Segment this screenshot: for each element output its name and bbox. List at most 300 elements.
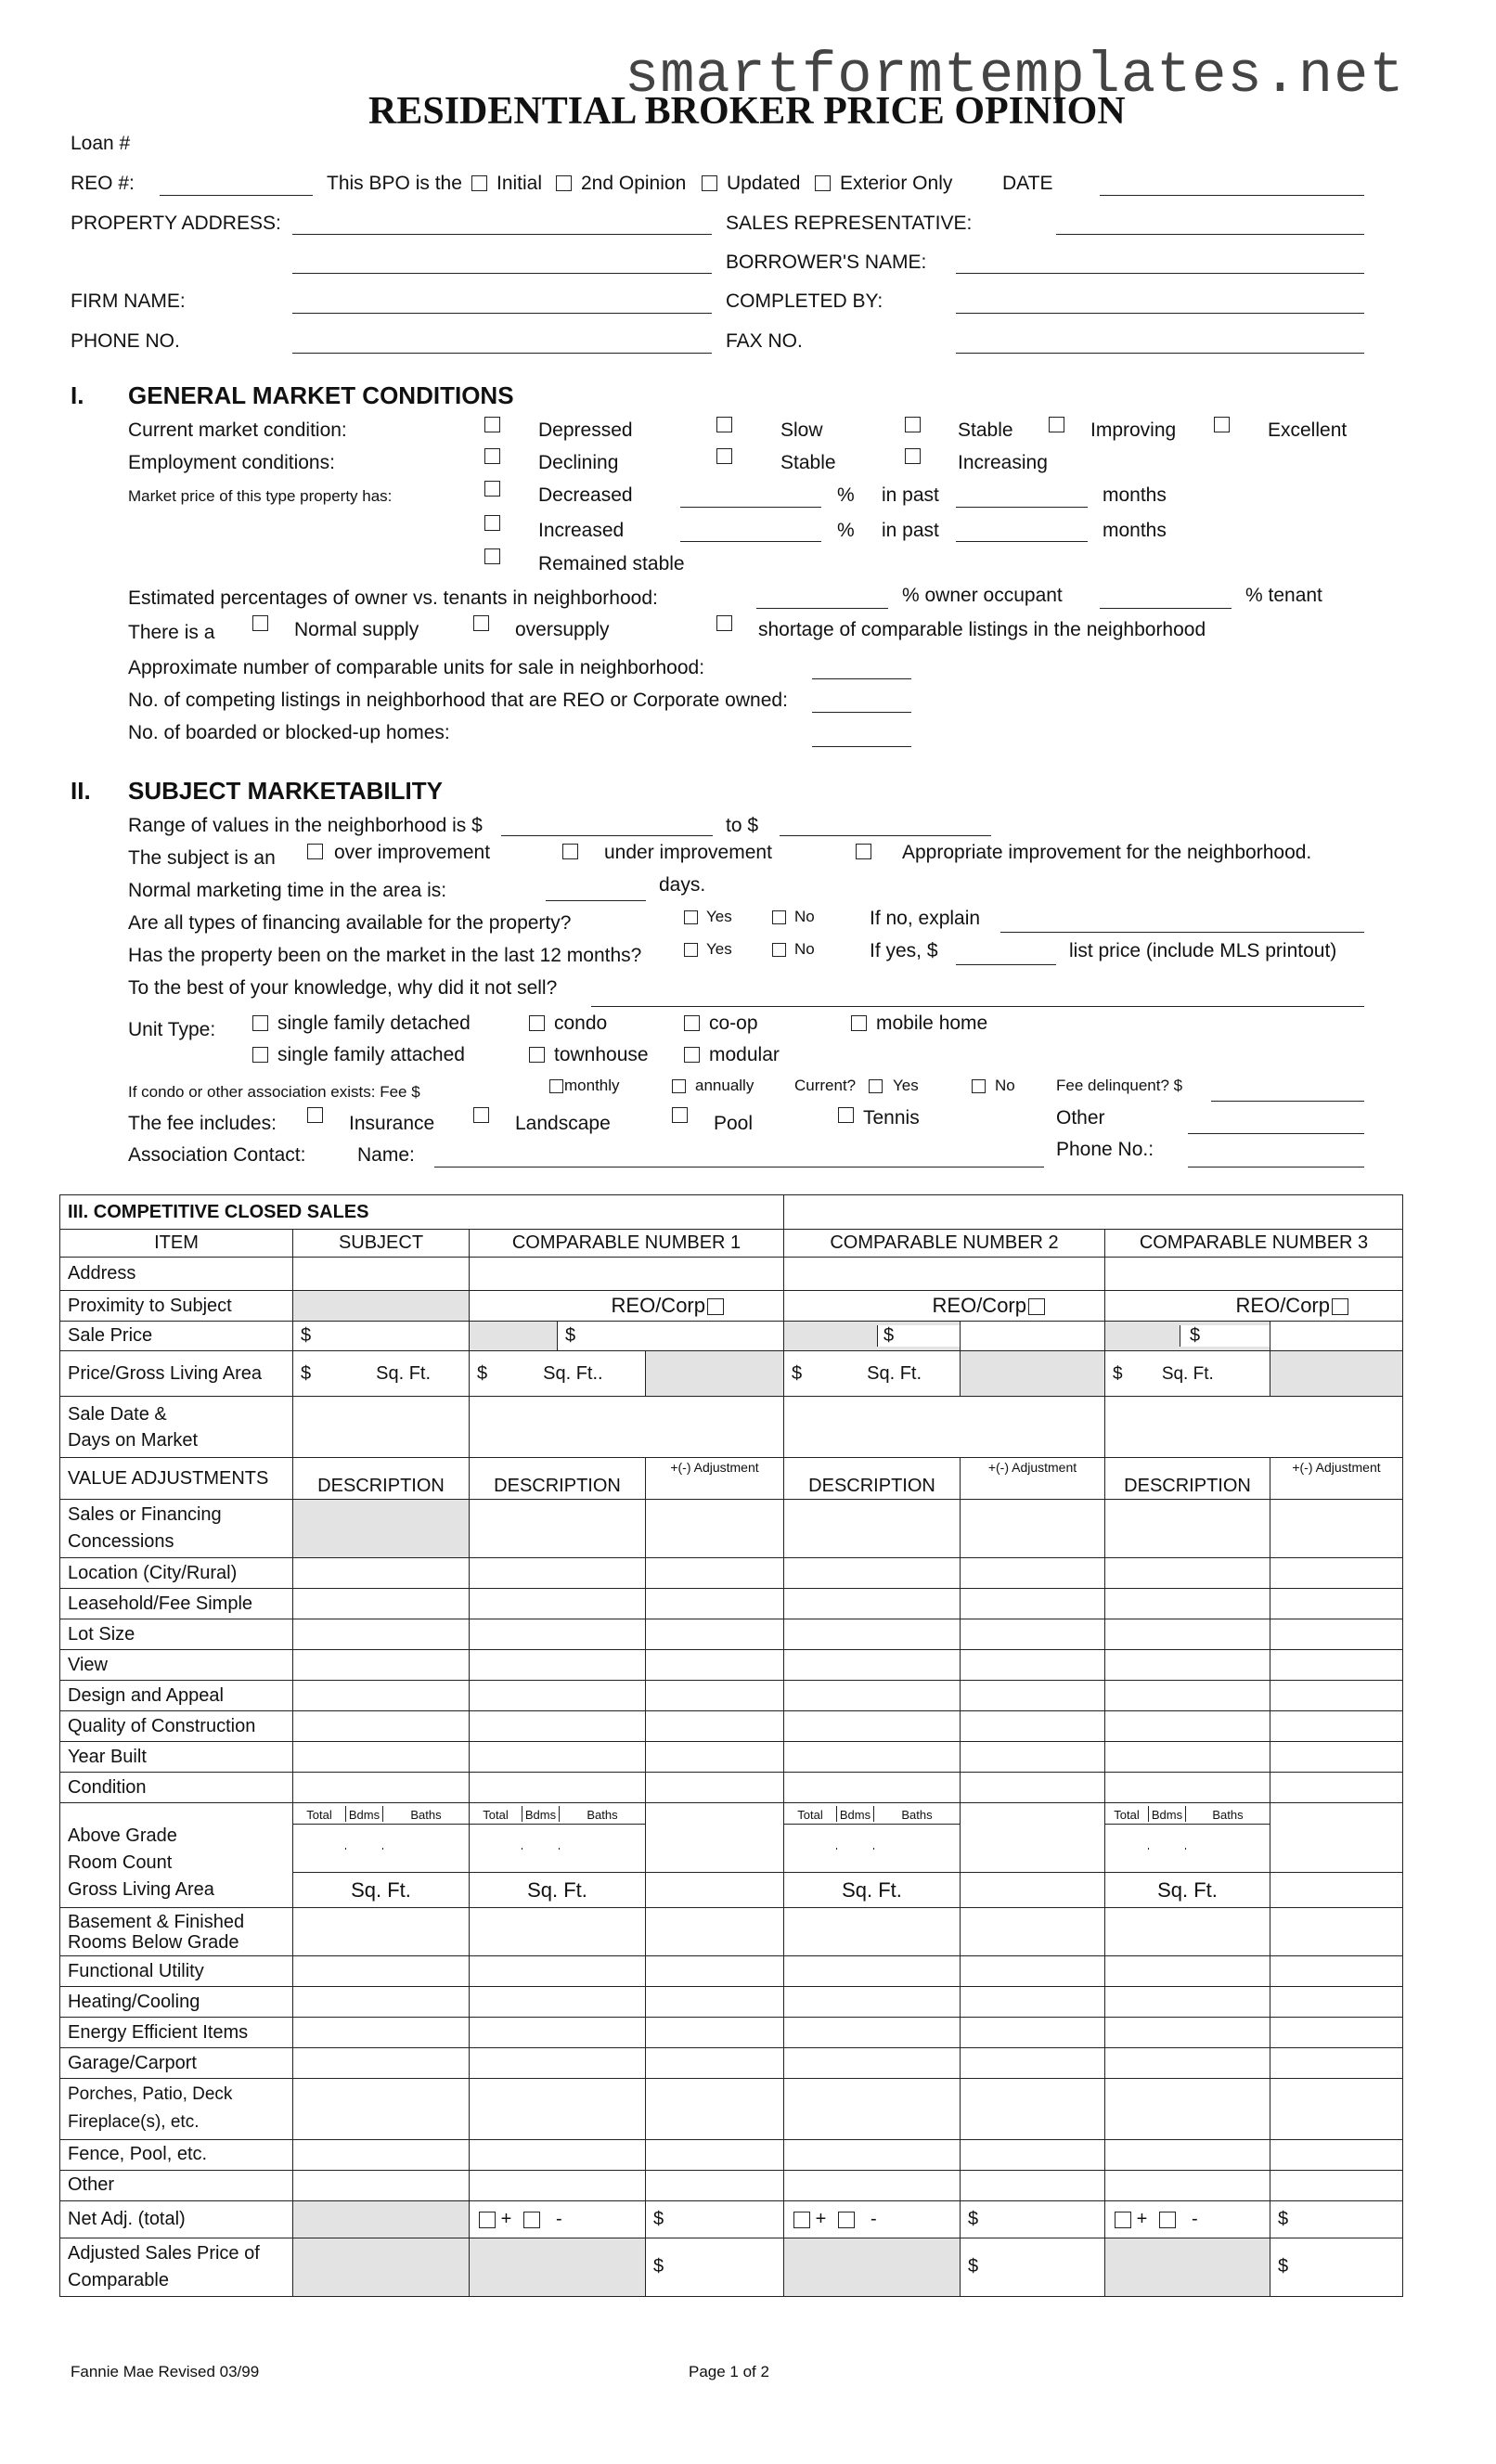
increased-months-field[interactable] <box>956 541 1088 542</box>
competing-field[interactable] <box>812 712 911 713</box>
cell[interactable] <box>784 2139 961 2170</box>
cell[interactable] <box>784 1650 961 1681</box>
cell[interactable] <box>470 2048 646 2079</box>
date-field[interactable] <box>1100 195 1364 196</box>
cell[interactable] <box>1105 1773 1270 1803</box>
cell[interactable] <box>784 2170 961 2200</box>
slow-label: Slow <box>780 419 823 441</box>
competing-label: No. of competing listings in neighborhood that are REO or Corporate owned: <box>128 690 788 711</box>
table-row <box>60 2048 1403 2079</box>
shortage-checkbox[interactable] <box>716 615 732 631</box>
sales-rep-field[interactable] <box>1056 234 1364 235</box>
cell[interactable] <box>646 1711 784 1742</box>
increased-pct-field[interactable] <box>680 541 821 542</box>
cell[interactable] <box>961 1873 1105 1908</box>
cell[interactable] <box>1270 2048 1403 2079</box>
value-adj-header-row <box>60 1458 1403 1500</box>
cell[interactable] <box>1105 1987 1270 2018</box>
cell[interactable] <box>961 2079 1105 2140</box>
room-count-header: Total Bdms Baths <box>1105 1803 1270 1825</box>
cell[interactable] <box>961 1987 1105 2018</box>
cell[interactable] <box>784 1987 961 2018</box>
sfd-checkbox[interactable] <box>252 1015 268 1031</box>
cell[interactable] <box>784 1908 961 1956</box>
adjusted-price-row <box>60 2238 1403 2296</box>
cell[interactable] <box>293 1619 470 1650</box>
cell[interactable] <box>1105 2018 1270 2048</box>
cell[interactable] <box>961 1650 1105 1681</box>
increased-months: months <box>1103 520 1167 541</box>
cell[interactable]: + - <box>470 2200 646 2238</box>
row-label: Adjusted Sales Price of Comparable <box>60 2238 293 2296</box>
cell[interactable] <box>1270 1987 1403 2018</box>
borrower-field[interactable] <box>956 273 1364 274</box>
cell[interactable] <box>646 1681 784 1711</box>
current-market-label: Current market condition: <box>128 419 347 441</box>
cell[interactable] <box>961 1773 1105 1803</box>
normal-time-field[interactable] <box>546 900 646 901</box>
cell[interactable] <box>646 2170 784 2200</box>
oversupply-checkbox[interactable] <box>473 615 489 631</box>
cell[interactable] <box>784 1773 961 1803</box>
cell[interactable] <box>646 1650 784 1681</box>
monthly-checkbox[interactable] <box>549 1079 563 1093</box>
section3-title: III. COMPETITIVE CLOSED SALES <box>60 1195 784 1230</box>
stable-checkbox[interactable] <box>905 417 921 432</box>
cell[interactable] <box>470 1908 646 1956</box>
cell[interactable]: $ Sq. Ft.. <box>470 1351 646 1397</box>
cell[interactable] <box>470 1987 646 2018</box>
cell[interactable] <box>293 1397 470 1458</box>
cell[interactable] <box>293 1650 470 1681</box>
plus-checkbox[interactable] <box>793 2212 810 2228</box>
pool-label: Pool <box>714 1113 754 1134</box>
desc-header: DESCRIPTION <box>293 1458 470 1500</box>
on-market-yes-label: Yes <box>706 940 732 958</box>
cell[interactable] <box>1105 1711 1270 1742</box>
cell[interactable] <box>1105 1742 1270 1773</box>
cell: $ <box>1105 1322 1270 1351</box>
cell[interactable] <box>646 2048 784 2079</box>
cell[interactable] <box>961 1619 1105 1650</box>
excellent-checkbox[interactable] <box>1214 417 1230 432</box>
room-count-cells[interactable] <box>470 1825 646 1873</box>
if-no-field[interactable] <box>1000 932 1364 933</box>
cell[interactable] <box>784 1291 1105 1322</box>
cell[interactable] <box>1105 1619 1270 1650</box>
financing-yes-checkbox[interactable] <box>684 910 698 924</box>
increased-pct-sign: % <box>837 520 855 541</box>
competitive-sales-table <box>59 1194 1403 2297</box>
cell[interactable]: Sq. Ft. <box>784 1873 961 1908</box>
cell[interactable] <box>1270 1681 1403 1711</box>
fax-field[interactable] <box>956 353 1364 354</box>
cell[interactable] <box>1270 1500 1403 1558</box>
decreased-checkbox[interactable] <box>484 481 500 497</box>
cell[interactable] <box>293 2079 470 2140</box>
cell[interactable] <box>293 1711 470 1742</box>
cell[interactable] <box>1105 1681 1270 1711</box>
on-market-label: Has the property been on the market in the last 12 months? <box>128 945 642 966</box>
cell[interactable] <box>293 2170 470 2200</box>
reo-corp-checkbox[interactable] <box>707 1298 724 1315</box>
cell[interactable] <box>293 1987 470 2018</box>
cell[interactable] <box>293 1956 470 1987</box>
cell[interactable]: $ <box>961 2238 1105 2296</box>
row-label: Basement & Finished Rooms Below Grade <box>60 1908 293 1956</box>
cell[interactable] <box>1270 2139 1403 2170</box>
room-count-cells[interactable] <box>293 1825 470 1873</box>
over-improvement-label: over improvement <box>334 842 491 863</box>
range-high-field[interactable] <box>780 835 991 836</box>
improving-checkbox[interactable] <box>1049 417 1064 432</box>
firm-name-field[interactable] <box>292 313 712 314</box>
cell[interactable] <box>1270 2170 1403 2200</box>
cell[interactable] <box>646 1803 784 1873</box>
cell[interactable] <box>784 2079 961 2140</box>
cell[interactable]: $ <box>646 2200 784 2238</box>
room-count-cells[interactable] <box>784 1825 961 1873</box>
minus-checkbox[interactable] <box>523 2212 540 2228</box>
cell[interactable] <box>1270 1873 1403 1908</box>
tennis-label: Tennis <box>863 1107 920 1129</box>
cell[interactable] <box>470 1500 646 1558</box>
initial-checkbox[interactable] <box>471 175 487 191</box>
increasing-checkbox[interactable] <box>905 448 921 464</box>
col-comp3: COMPARABLE NUMBER 3 <box>1105 1230 1403 1258</box>
row-label: View <box>60 1650 293 1681</box>
cell[interactable] <box>293 1908 470 1956</box>
cell[interactable] <box>961 1711 1105 1742</box>
increasing-label: Increasing <box>958 452 1048 473</box>
cell[interactable] <box>1270 2079 1403 2140</box>
section2-number: II. <box>71 777 91 805</box>
minus-checkbox[interactable] <box>838 2212 855 2228</box>
cell[interactable] <box>293 1258 470 1291</box>
slow-checkbox[interactable] <box>716 417 732 432</box>
cell[interactable] <box>784 1742 961 1773</box>
cell[interactable]: + - <box>784 2200 961 2238</box>
pool-checkbox[interactable] <box>672 1107 688 1123</box>
boarded-field[interactable] <box>812 746 911 747</box>
decreased-months-field[interactable] <box>956 507 1088 508</box>
current-no-checkbox[interactable] <box>972 1079 986 1093</box>
plus-checkbox[interactable] <box>1115 2212 1131 2228</box>
range-label: Range of values in the neighborhood is $ <box>128 815 483 836</box>
cell[interactable] <box>1270 1589 1403 1619</box>
cell[interactable] <box>470 1258 784 1291</box>
cell[interactable]: $ Sq. Ft. <box>784 1351 961 1397</box>
why-not-field[interactable] <box>591 1006 1364 1007</box>
cell[interactable]: $ <box>1270 2238 1403 2296</box>
cell[interactable] <box>646 1500 784 1558</box>
adj-header: +(-) Adjustment <box>1270 1458 1403 1500</box>
exterior-only-label: Exterior Only <box>840 173 953 194</box>
cell[interactable] <box>1105 1908 1270 1956</box>
cell[interactable] <box>1105 2079 1270 2140</box>
financing-yes-label: Yes <box>706 908 732 925</box>
cell[interactable] <box>470 2170 646 2200</box>
cell[interactable] <box>646 1987 784 2018</box>
cell[interactable] <box>470 1650 646 1681</box>
cell[interactable]: $ <box>558 1322 784 1351</box>
cell[interactable] <box>1270 1803 1403 1873</box>
over-improvement-checkbox[interactable] <box>307 844 323 859</box>
net-adj-row <box>60 2200 1403 2238</box>
increased-checkbox[interactable] <box>484 515 500 531</box>
cell <box>1270 1351 1403 1397</box>
second-opinion-checkbox[interactable] <box>556 175 572 191</box>
modular-checkbox[interactable] <box>684 1047 700 1063</box>
cell[interactable] <box>961 1589 1105 1619</box>
subject-is-label: The subject is an <box>128 847 276 869</box>
cell[interactable]: $ Sq. Ft. <box>293 1351 470 1397</box>
cell[interactable] <box>1105 1956 1270 1987</box>
decreased-in-past: in past <box>882 484 939 506</box>
financing-no-checkbox[interactable] <box>772 910 786 924</box>
sfd-label: single family detached <box>277 1013 471 1034</box>
cell[interactable] <box>1105 1500 1270 1558</box>
cell[interactable] <box>961 1322 1105 1351</box>
approx-units-field[interactable] <box>812 678 911 679</box>
fee-delinquent-field[interactable] <box>1211 1101 1364 1102</box>
cell <box>293 1500 470 1558</box>
cell[interactable] <box>961 1803 1105 1873</box>
cell[interactable] <box>961 1742 1105 1773</box>
cell[interactable] <box>961 1908 1105 1956</box>
cell[interactable] <box>784 1589 961 1619</box>
employment-label: Employment conditions: <box>128 452 335 473</box>
cell[interactable] <box>961 2170 1105 2200</box>
cell[interactable] <box>961 1681 1105 1711</box>
range-low-field[interactable] <box>501 835 713 836</box>
reo-corp-label: REO/Corp <box>611 1294 705 1317</box>
cell[interactable] <box>470 1589 646 1619</box>
reo-corp-checkbox[interactable] <box>1028 1298 1045 1315</box>
cell[interactable] <box>1270 2018 1403 2048</box>
cell[interactable] <box>293 1681 470 1711</box>
coop-label: co-op <box>709 1013 758 1034</box>
cell[interactable] <box>1270 1773 1403 1803</box>
cell[interactable] <box>1270 1322 1403 1351</box>
cell[interactable] <box>1105 2170 1270 2200</box>
cell[interactable] <box>1105 1650 1270 1681</box>
cell[interactable] <box>293 1558 470 1589</box>
row-label: Functional Utility <box>60 1956 293 1987</box>
firm-name-label: FIRM NAME: <box>71 290 186 312</box>
townhouse-checkbox[interactable] <box>529 1047 545 1063</box>
cell[interactable] <box>961 1558 1105 1589</box>
cell[interactable] <box>293 2018 470 2048</box>
cell[interactable] <box>293 2139 470 2170</box>
cell: $ <box>784 1322 961 1351</box>
landscape-checkbox[interactable] <box>473 1107 489 1123</box>
cell[interactable] <box>646 1589 784 1619</box>
cell[interactable] <box>784 1956 961 1987</box>
cell[interactable] <box>784 1258 1105 1291</box>
plus-checkbox[interactable] <box>479 2212 496 2228</box>
cell[interactable] <box>784 1681 961 1711</box>
table-row <box>60 1322 1403 1351</box>
cell[interactable] <box>646 1742 784 1773</box>
cell[interactable] <box>646 1619 784 1650</box>
cell[interactable] <box>470 1711 646 1742</box>
cell[interactable] <box>646 1956 784 1987</box>
cell[interactable] <box>961 1500 1105 1558</box>
cell[interactable] <box>1270 1558 1403 1589</box>
appropriate-checkbox[interactable] <box>856 844 871 859</box>
cell[interactable]: $ <box>1270 2200 1403 2238</box>
cell[interactable] <box>784 1619 961 1650</box>
cell[interactable]: Sq. Ft. <box>293 1873 470 1908</box>
cell[interactable]: Sq. Ft. <box>1105 1873 1270 1908</box>
cell[interactable] <box>1105 2139 1270 2170</box>
current-yes-checkbox[interactable] <box>869 1079 883 1093</box>
row-label: Sale Date & Days on Market <box>60 1397 293 1458</box>
cell[interactable] <box>470 2018 646 2048</box>
completed-by-field[interactable] <box>956 313 1364 314</box>
days-label: days. <box>659 874 706 896</box>
current-no-label: No <box>995 1077 1015 1094</box>
cell[interactable] <box>646 2079 784 2140</box>
emp-stable-checkbox[interactable] <box>716 448 732 464</box>
cell[interactable] <box>1105 1258 1403 1291</box>
cell[interactable] <box>784 1500 961 1558</box>
cell[interactable] <box>961 2018 1105 2048</box>
cell[interactable] <box>784 1558 961 1589</box>
cell[interactable] <box>961 1956 1105 1987</box>
cell[interactable] <box>470 1558 646 1589</box>
cell[interactable] <box>1270 1711 1403 1742</box>
on-market-yes-checkbox[interactable] <box>684 943 698 957</box>
cell[interactable] <box>1270 1908 1403 1956</box>
cell[interactable]: $ <box>961 2200 1105 2238</box>
reo-field[interactable] <box>160 195 313 196</box>
condo-label: condo <box>554 1013 608 1034</box>
remained-stable-checkbox[interactable] <box>484 548 500 564</box>
cell[interactable] <box>1270 1619 1403 1650</box>
mobile-home-label: mobile home <box>876 1013 988 1034</box>
cell[interactable]: + - <box>1105 2200 1270 2238</box>
annually-checkbox[interactable] <box>672 1079 686 1093</box>
cell[interactable] <box>784 1711 961 1742</box>
decreased-pct-field[interactable] <box>680 507 821 508</box>
coop-checkbox[interactable] <box>684 1015 700 1031</box>
cell[interactable] <box>646 1908 784 1956</box>
cell[interactable] <box>293 1742 470 1773</box>
insurance-checkbox[interactable] <box>307 1107 323 1123</box>
cell[interactable] <box>293 1589 470 1619</box>
cell <box>470 1322 558 1351</box>
on-market-no-checkbox[interactable] <box>772 943 786 957</box>
other-field[interactable] <box>1188 1133 1364 1134</box>
insurance-label: Insurance <box>349 1113 435 1134</box>
declining-checkbox[interactable] <box>484 448 500 464</box>
updated-checkbox[interactable] <box>702 175 717 191</box>
cell[interactable] <box>784 2048 961 2079</box>
room-count-cells[interactable] <box>1105 1825 1270 1873</box>
under-improvement-checkbox[interactable] <box>562 844 578 859</box>
why-not-label: To the best of your knowledge, why did it not sell? <box>128 977 558 999</box>
cell[interactable] <box>646 2139 784 2170</box>
cell[interactable] <box>470 2079 646 2140</box>
exterior-only-checkbox[interactable] <box>815 175 831 191</box>
list-price-field[interactable] <box>956 964 1056 965</box>
cell[interactable] <box>1270 1956 1403 1987</box>
date-label: DATE <box>1002 173 1053 194</box>
phone-field[interactable] <box>292 353 712 354</box>
cell[interactable] <box>470 1956 646 1987</box>
table-row <box>60 1650 1403 1681</box>
tenant-label: % tenant <box>1245 585 1322 606</box>
row-label: Heating/Cooling <box>60 1987 293 2018</box>
property-address-field[interactable] <box>292 234 712 235</box>
landscape-label: Landscape <box>515 1113 611 1134</box>
cell[interactable] <box>470 1397 784 1458</box>
row-label: Net Adj. (total) <box>60 2200 293 2238</box>
cell[interactable] <box>784 2018 961 2048</box>
cell[interactable] <box>470 1619 646 1650</box>
condo-checkbox[interactable] <box>529 1015 545 1031</box>
owner-pct-field[interactable] <box>756 608 888 609</box>
minus-checkbox[interactable] <box>1159 2212 1176 2228</box>
table-row <box>60 1351 1403 1397</box>
cell[interactable] <box>646 1558 784 1589</box>
cell[interactable] <box>293 2048 470 2079</box>
cell[interactable] <box>1270 1742 1403 1773</box>
cell[interactable] <box>1105 2048 1270 2079</box>
cell[interactable] <box>1270 1650 1403 1681</box>
cell[interactable] <box>646 1773 784 1803</box>
depressed-checkbox[interactable] <box>484 417 500 432</box>
cell[interactable] <box>470 1681 646 1711</box>
cell[interactable] <box>293 1773 470 1803</box>
cell[interactable] <box>646 1873 784 1908</box>
cell[interactable]: $ <box>293 1322 470 1351</box>
table-row <box>60 1258 1403 1291</box>
sfa-checkbox[interactable] <box>252 1047 268 1063</box>
cell[interactable] <box>961 2139 1105 2170</box>
cell[interactable]: Sq. Ft. <box>470 1873 646 1908</box>
cell[interactable] <box>470 1742 646 1773</box>
row-label: Location (City/Rural) <box>60 1558 293 1589</box>
normal-supply-checkbox[interactable] <box>252 615 268 631</box>
cell[interactable] <box>961 2048 1105 2079</box>
there-is-label: There is a <box>128 622 215 643</box>
tenant-pct-field[interactable] <box>1100 608 1232 609</box>
property-address-field-2[interactable] <box>292 273 712 274</box>
cell[interactable]: $ <box>646 2238 784 2296</box>
cell[interactable] <box>784 1397 1105 1458</box>
monthly-label: monthly <box>564 1077 620 1094</box>
cell[interactable] <box>646 2018 784 2048</box>
reo-corp-checkbox[interactable] <box>1332 1298 1348 1315</box>
tennis-checkbox[interactable] <box>838 1107 854 1123</box>
cell[interactable] <box>1105 1589 1270 1619</box>
if-no-label: If no, explain <box>870 908 981 929</box>
mobile-home-checkbox[interactable] <box>851 1015 867 1031</box>
assoc-name-label: Name: <box>357 1144 415 1166</box>
cell[interactable] <box>1105 1397 1403 1458</box>
cell[interactable]: $ Sq. Ft. <box>1105 1351 1270 1397</box>
cell[interactable] <box>1105 1291 1403 1322</box>
bpo-is-label: This BPO is the <box>327 173 462 194</box>
cell[interactable] <box>470 1291 784 1322</box>
cell[interactable] <box>470 1773 646 1803</box>
cell[interactable] <box>1105 1558 1270 1589</box>
cell[interactable] <box>470 2139 646 2170</box>
row-label: Above Grade Room Count Gross Living Area <box>60 1803 293 1908</box>
